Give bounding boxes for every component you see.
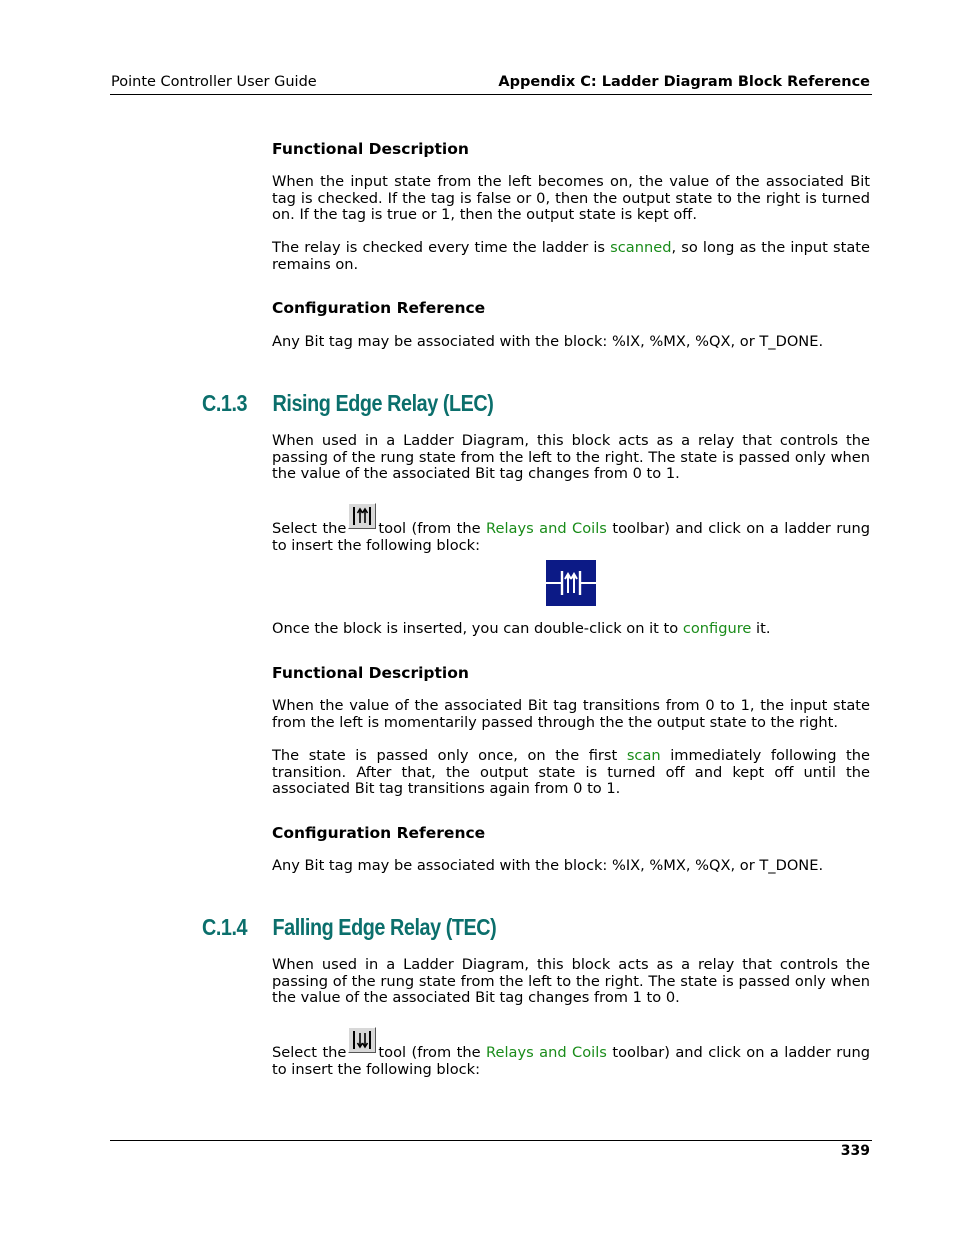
header-guide-title: Pointe Controller User Guide: [111, 74, 317, 90]
relays-and-coils-link[interactable]: Relays and Coils: [486, 1044, 607, 1061]
section-number: C.1.4: [202, 914, 248, 940]
header-appendix-title: Appendix C: Ladder Diagram Block Reference: [498, 74, 870, 90]
rising-edge-relay-icon[interactable]: [348, 503, 376, 529]
text-segment: toolbar) and click on a ladder rung to insert the following block:: [272, 1044, 871, 1078]
c13-select-tool-paragraph: [272, 511, 870, 554]
c13-intro-paragraph: When used in a Ladder Diagram, this block acts as a relay that controls the passing of the rung state from the left to the right. The state is passed only when the value of the associated Bit tag changes from 0 to 1.: [272, 432, 870, 483]
section-title: Falling Edge Relay (TEC): [272, 914, 497, 940]
section-title: Rising Edge Relay (LEC): [272, 390, 494, 416]
configuration-reference-heading: Configuration Reference: [272, 299, 486, 317]
text-segment: immediately following the transition. After that, the output state is turned off and kept off until the associated Bit tag transitions again from 0 to 1.: [272, 747, 870, 798]
scanned-link[interactable]: scanned: [610, 239, 672, 256]
scan-link[interactable]: scan: [626, 747, 661, 764]
c13-functional-description-heading: Functional Description: [272, 664, 469, 682]
section-number: C.1.3: [202, 390, 248, 416]
c13-functional-paragraph-2: [272, 748, 870, 798]
functional-paragraph-1: When the input state from the left becomes on, the value of the associated Bit tag is checked. If the tag is false or 0, then the output state to the right is turned on. If the tag is true or 1, then the output state is kept off.: [272, 173, 870, 224]
configuration-text: Any Bit tag may be associated with the block: %IX, %MX, %QX, or T_DONE.: [272, 333, 824, 350]
functional-paragraph-2: [272, 240, 870, 273]
page-header: [110, 74, 872, 95]
rising-edge-relay-block-icon: [546, 560, 596, 606]
text-segment: Once the block is inserted, you can double-click on it to: [272, 620, 683, 637]
falling-edge-relay-icon[interactable]: [348, 1027, 376, 1053]
text-segment: , so long as the input state remains on.: [272, 239, 870, 273]
c14-select-tool-paragraph: [272, 1035, 870, 1078]
text-segment: Select the: [272, 1044, 347, 1061]
c13-functional-paragraph-1: When the value of the associated Bit tag transitions from 0 to 1, the input state from the left is momentarily passed through the the output state to the right.: [272, 697, 870, 731]
text-segment: tool (from the: [378, 1044, 481, 1061]
text-segment: The state is passed only once, on the first: [272, 747, 627, 764]
text-segment: Select the: [272, 520, 347, 537]
section-heading-c14: [202, 914, 496, 941]
functional-description-heading: Functional Description: [272, 140, 469, 158]
page-number: 339: [840, 1143, 870, 1159]
text-segment: it.: [751, 620, 771, 637]
footer-rule: [110, 1140, 872, 1141]
rising-edge-relay-block-image: [546, 560, 596, 606]
text-segment: tool (from the: [378, 520, 481, 537]
c14-intro-paragraph: When used in a Ladder Diagram, this block acts as a relay that controls the passing of the rung state from the left to the right. The state is passed only when the value of the associated Bit tag changes from 1 to 0.: [272, 956, 870, 1007]
text-segment: The relay is checked every time the ladder is: [272, 239, 611, 256]
configure-link[interactable]: configure: [682, 620, 752, 637]
c13-configuration-reference-heading: Configuration Reference: [272, 824, 486, 842]
section-heading-c13: [202, 390, 493, 417]
c13-configuration-text: Any Bit tag may be associated with the block: %IX, %MX, %QX, or T_DONE.: [272, 857, 824, 874]
c13-inserted-paragraph: [272, 621, 870, 638]
text-segment: toolbar) and click on a ladder rung to insert the following block:: [272, 520, 871, 554]
relays-and-coils-link[interactable]: Relays and Coils: [486, 520, 607, 537]
